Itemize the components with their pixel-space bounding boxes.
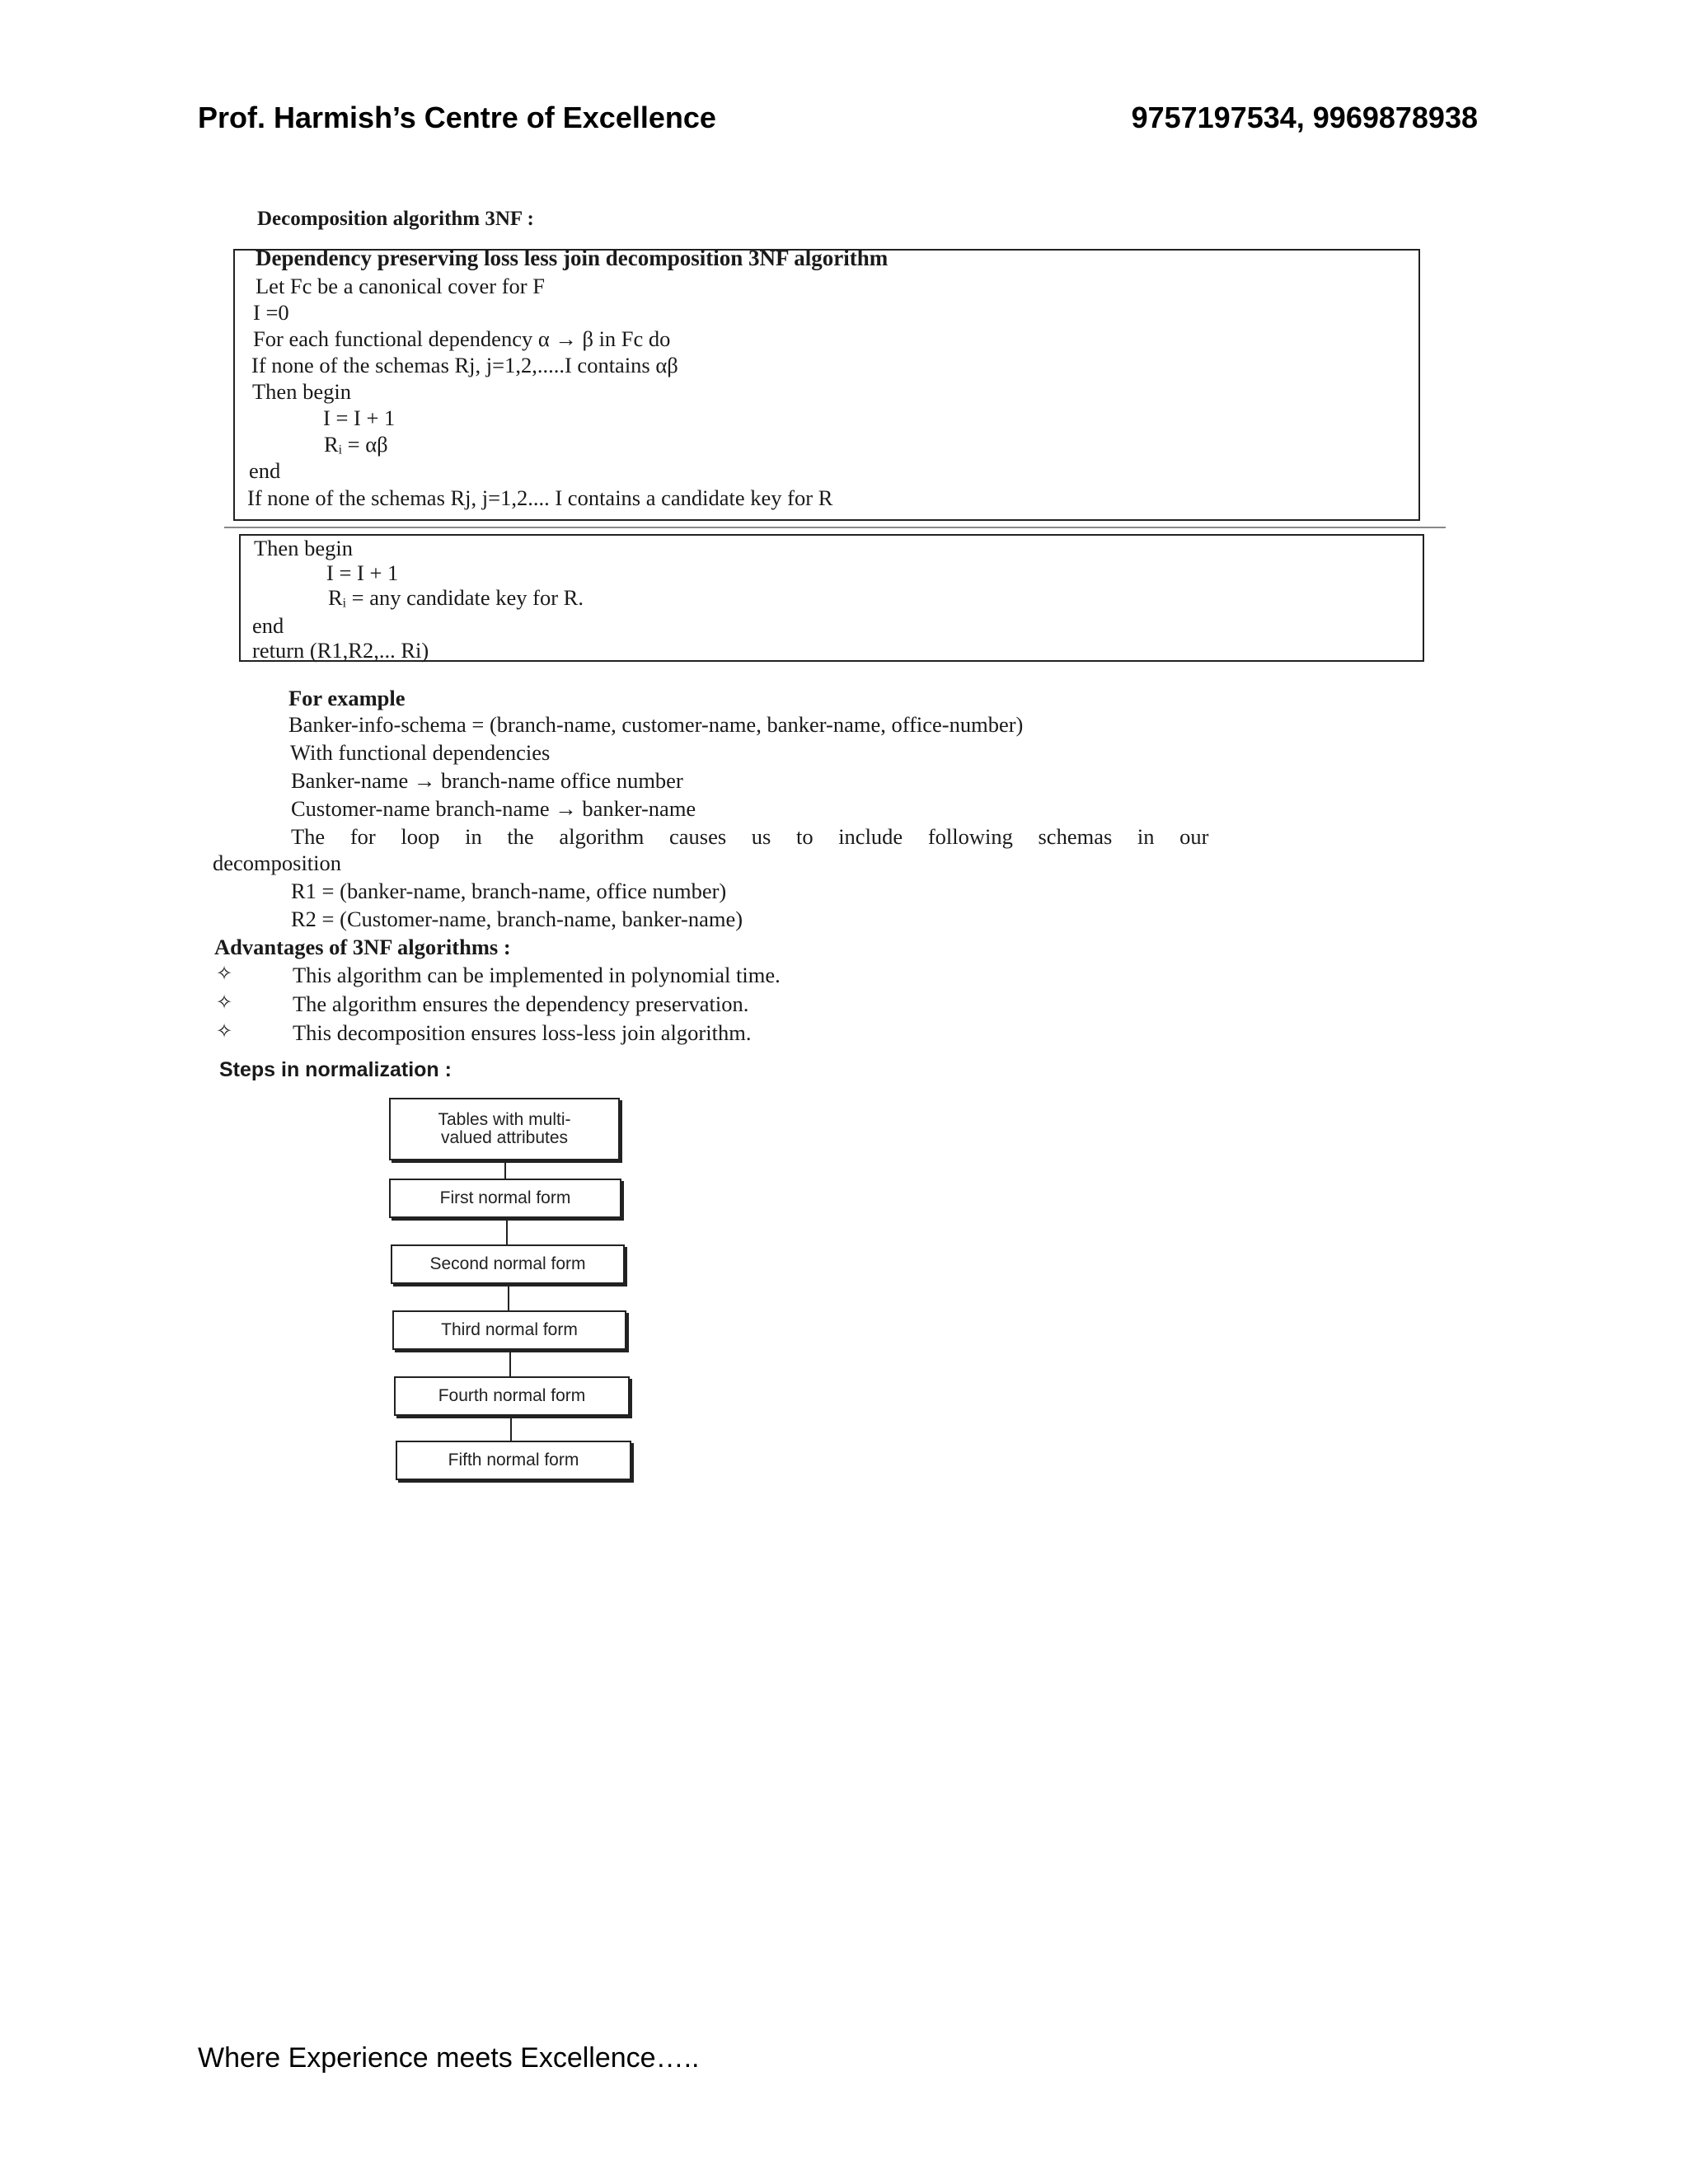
flow-step-label: Third normal form: [441, 1319, 578, 1339]
algorithm-line: Then begin: [252, 379, 351, 404]
algorithm-line: Rᵢ = αβ: [324, 432, 388, 457]
algorithm-line: I = I + 1: [323, 405, 396, 430]
page-footer: Where Experience meets Excellence…..: [198, 2042, 700, 2074]
algorithm-line: Rᵢ = any candidate key for R.: [328, 585, 584, 610]
algorithm-line: return (R1,R2,... Ri): [252, 638, 429, 663]
normalization-heading: Steps in normalization :: [219, 1058, 452, 1081]
advantage-item: This decomposition ensures loss-less join algorithm.: [293, 1020, 752, 1045]
example-fd: Customer-name branch-name → banker-name: [291, 796, 696, 821]
section-title: Decomposition algorithm 3NF :: [257, 208, 534, 230]
flow-step-label: Fifth normal form: [448, 1450, 579, 1469]
algorithm-line: end: [249, 458, 281, 483]
flow-connector: [508, 1284, 509, 1310]
flow-step-label: Tables with multi- valued attributes: [438, 1109, 571, 1147]
flow-step-1nf: [389, 1179, 621, 1218]
example-loop-text: decomposition: [213, 851, 342, 875]
algorithm-line: I =0: [253, 300, 289, 325]
flow-connector: [510, 1416, 512, 1441]
flow-connector: [504, 1160, 506, 1179]
flow-step-multivalued: [389, 1098, 620, 1160]
algorithm-line: Then begin: [254, 536, 353, 560]
advantage-item: This algorithm can be implemented in polynomial time.: [293, 963, 781, 987]
example-fd: Banker-name → branch-name office number: [291, 768, 683, 793]
bullet-icon: ✧: [216, 963, 233, 985]
flow-step-5nf: [396, 1441, 631, 1480]
page-header-title: Prof. Harmish’s Centre of Excellence: [198, 101, 716, 134]
advantage-item: The algorithm ensures the dependency preservation.: [293, 991, 749, 1016]
algorithm-line: end: [252, 613, 284, 638]
example-relation: R2 = (Customer-name, branch-name, banker-name): [291, 907, 743, 931]
flow-step-label: Second normal form: [429, 1254, 586, 1273]
algorithm-line: I = I + 1: [326, 560, 399, 585]
flow-step-2nf: [391, 1244, 625, 1284]
algorithm-line: For each functional dependency α → β in Fc do: [253, 326, 671, 351]
bullet-icon: ✧: [216, 992, 233, 1014]
example-schema: Banker-info-schema = (branch-name, customer-name, banker-name, office-number): [288, 712, 1024, 737]
flow-step-3nf: [392, 1310, 626, 1350]
example-heading: For example: [288, 686, 406, 710]
flow-step-4nf: [394, 1376, 630, 1416]
flow-connector: [509, 1350, 511, 1376]
algorithm-line: Let Fc be a canonical cover for F: [256, 274, 545, 298]
flow-step-label: Fourth normal form: [438, 1385, 586, 1405]
advantages-heading: Advantages of 3NF algorithms :: [214, 935, 511, 959]
flow-step-label: First normal form: [439, 1188, 571, 1207]
flow-connector: [506, 1218, 508, 1244]
algorithm-line: If none of the schemas Rj, j=1,2.... I contains a candidate key for R: [247, 485, 833, 510]
example-loop-text: The for loop in the algorithm causes us to include following schemas in our: [291, 824, 1209, 849]
algorithm-title: Dependency preserving loss less join decomposition 3NF algorithm: [256, 246, 889, 270]
example-relation: R1 = (banker-name, branch-name, office number): [291, 879, 727, 903]
example-fd-heading: With functional dependencies: [290, 740, 551, 765]
page-header-phones: 9757197534, 9969878938: [1131, 101, 1478, 134]
bullet-icon: ✧: [216, 1021, 233, 1043]
divider-line: [224, 527, 1446, 528]
algorithm-line: If none of the schemas Rj, j=1,2,.....I contains αβ: [251, 353, 678, 377]
